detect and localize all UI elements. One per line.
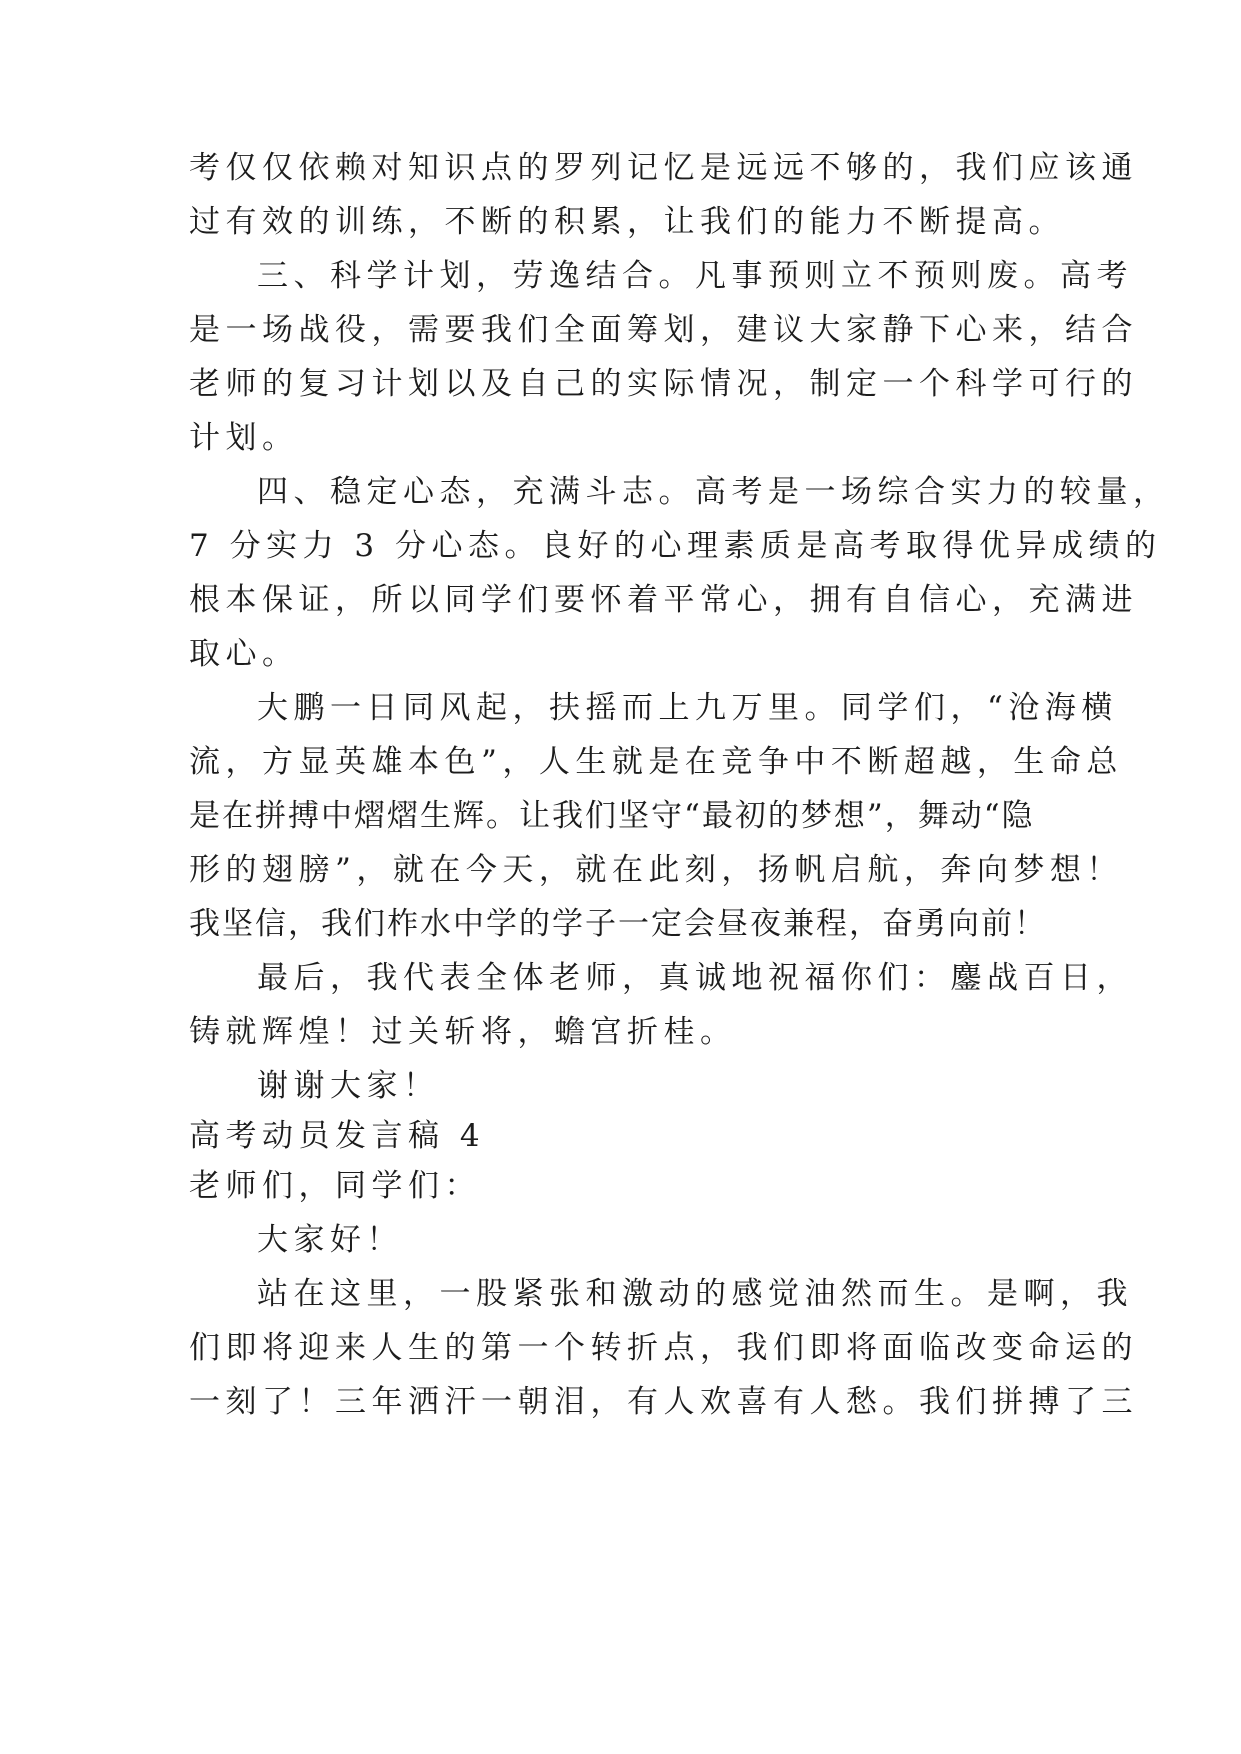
paragraph-start-line: 三、科学计划，劳逸结合。凡事预则立不预则废。高考 xyxy=(257,258,1133,294)
paragraph-start-line: 站在这里，一股紧张和激动的感觉油然而生。是啊，我 xyxy=(257,1276,1133,1312)
text-line: 是一场战役，需要我们全面筹划，建议大家静下心来，结合 xyxy=(189,312,1138,348)
section-heading: 高考动员发言稿 4 xyxy=(189,1118,486,1154)
text-line: 是在拼搏中熠熠生辉。让我们坚守“最初的梦想”，舞动“隐 xyxy=(189,798,1035,834)
text-line: 考仅仅依赖对知识点的罗列记忆是远远不够的，我们应该通 xyxy=(189,150,1138,186)
text-line: 我坚信，我们柞水中学的学子一定会昼夜兼程，奋勇向前！ xyxy=(189,906,1047,942)
paragraph-start-line: 谢谢大家！ xyxy=(257,1068,440,1104)
text-line: 过有效的训练，不断的积累，让我们的能力不断提高。 xyxy=(189,204,1065,240)
text-line: 7 分实力 3 分心态。良好的心理素质是高考取得优异成绩的 xyxy=(189,528,1162,564)
paragraph-start-line: 四、稳定心态，充满斗志。高考是一场综合实力的较量， xyxy=(257,474,1170,510)
text-line: 们即将迎来人生的第一个转折点，我们即将面临改变命运的 xyxy=(189,1330,1138,1366)
text-line: 铸就辉煌！过关斩将，蟾宫折桂。 xyxy=(189,1014,737,1050)
text-line: 流，方显英雄本色”，人生就是在竞争中不断超越，生命总 xyxy=(189,744,1123,780)
paragraph-start-line: 最后，我代表全体老师，真诚地祝福你们：鏖战百日， xyxy=(257,960,1133,996)
text-line: 一刻了！三年洒汗一朝泪，有人欢喜有人愁。我们拼搏了三 xyxy=(189,1384,1138,1420)
greeting: 大家好！ xyxy=(257,1222,403,1258)
salutation: 老师们，同学们： xyxy=(189,1168,481,1204)
text-line: 形的翅膀”，就在今天，就在此刻，扬帆启航，奔向梦想！ xyxy=(189,852,1123,888)
text-line: 根本保证，所以同学们要怀着平常心，拥有自信心，充满进 xyxy=(189,582,1138,618)
text-line: 取心。 xyxy=(189,636,299,672)
text-line: 计划。 xyxy=(189,420,299,456)
text-line: 老师的复习计划以及自己的实际情况，制定一个科学可行的 xyxy=(189,366,1138,402)
paragraph-start-line: 大鹏一日同风起，扶摇而上九万里。同学们，“沧海横 xyxy=(257,690,1118,726)
